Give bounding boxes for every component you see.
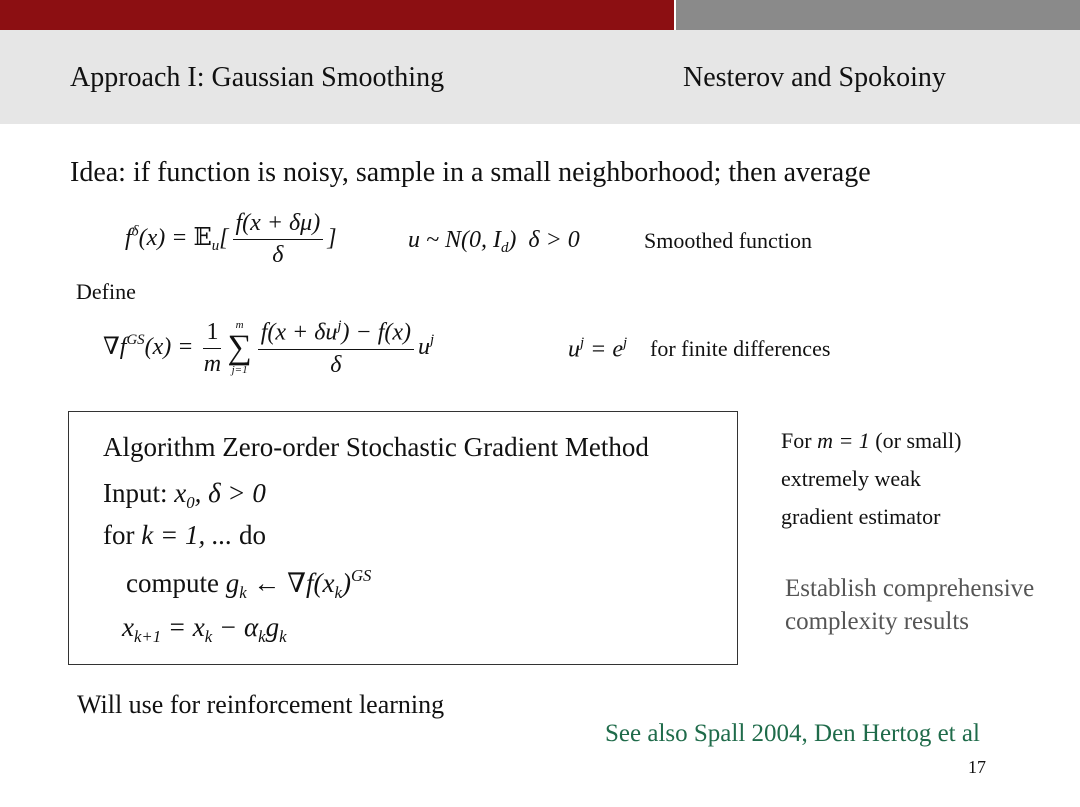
for-m-suffix: (or small): [875, 428, 962, 453]
finite-differences-label: for finite differences: [650, 336, 831, 361]
algorithm-loop: [103, 520, 266, 551]
slide-authors: Nesterov and Spokoiny: [683, 62, 946, 93]
update-formula: $x_{k+1} = x_k - \alpha_kg_k$: [122, 612, 287, 646]
gaussian-condition: u ~ N(0, $I_d$) δ > 0: [408, 227, 580, 257]
slide-title: Approach I: Gaussian Smoothing: [70, 62, 445, 93]
weak-note: extremely weak: [781, 466, 921, 491]
algorithm-compute: [126, 566, 371, 603]
smoothed-formula: $f^\delta(x)$ = 𝔼$_u$[ $\frac{f(x + \delta\mu)}{\delta}$ ]: [125, 210, 337, 268]
see-also-reference: See also Spall 2004, Den Hertog et al: [605, 720, 980, 747]
algorithm-input: [103, 478, 266, 513]
gradient-estimator-formula: $\nabla f^{GS}(x)$ = $\frac{1}{m}$ m ∑ j=1 $\frac{f(x + \delta u^j) - f(x)}{\delta}$ $u^j$: [103, 318, 435, 378]
idea-text: Idea: if function is noisy, sample in a small neighborhood; then average: [70, 157, 871, 188]
compute-label: compute: [126, 567, 219, 598]
input-label: Input:: [103, 478, 168, 508]
loop-range: k = 1, ...: [141, 520, 233, 550]
page-number: 17: [968, 757, 986, 777]
m-equals-one: m = 1: [817, 428, 870, 453]
unit-vector-formula: $u^j = e^j$: [568, 335, 628, 363]
estimator-note: gradient estimator: [781, 504, 941, 529]
rl-note: Will use for reinforcement learning: [77, 690, 445, 719]
algorithm-box: [68, 411, 738, 665]
for-m-prefix: For: [781, 428, 812, 453]
for-m-note: [781, 428, 961, 454]
compute-formula: $g_k$ ← $\nabla f(x_k)^{GS}$: [225, 566, 372, 602]
algorithm-title: Algorithm Zero-order Stochastic Gradient Method: [103, 432, 649, 462]
top-bar-red: [0, 0, 674, 30]
establish-note-line1: Establish comprehensive: [785, 575, 1035, 602]
do-label: do: [238, 520, 266, 550]
smoothed-function-label: Smoothed function: [644, 228, 813, 253]
define-label: Define: [76, 279, 136, 304]
establish-note-line2: complexity results: [785, 608, 969, 635]
for-label: for: [103, 520, 135, 550]
top-bar-gray: [676, 0, 1080, 30]
input-formula: $x_0$, δ > 0: [174, 478, 266, 512]
